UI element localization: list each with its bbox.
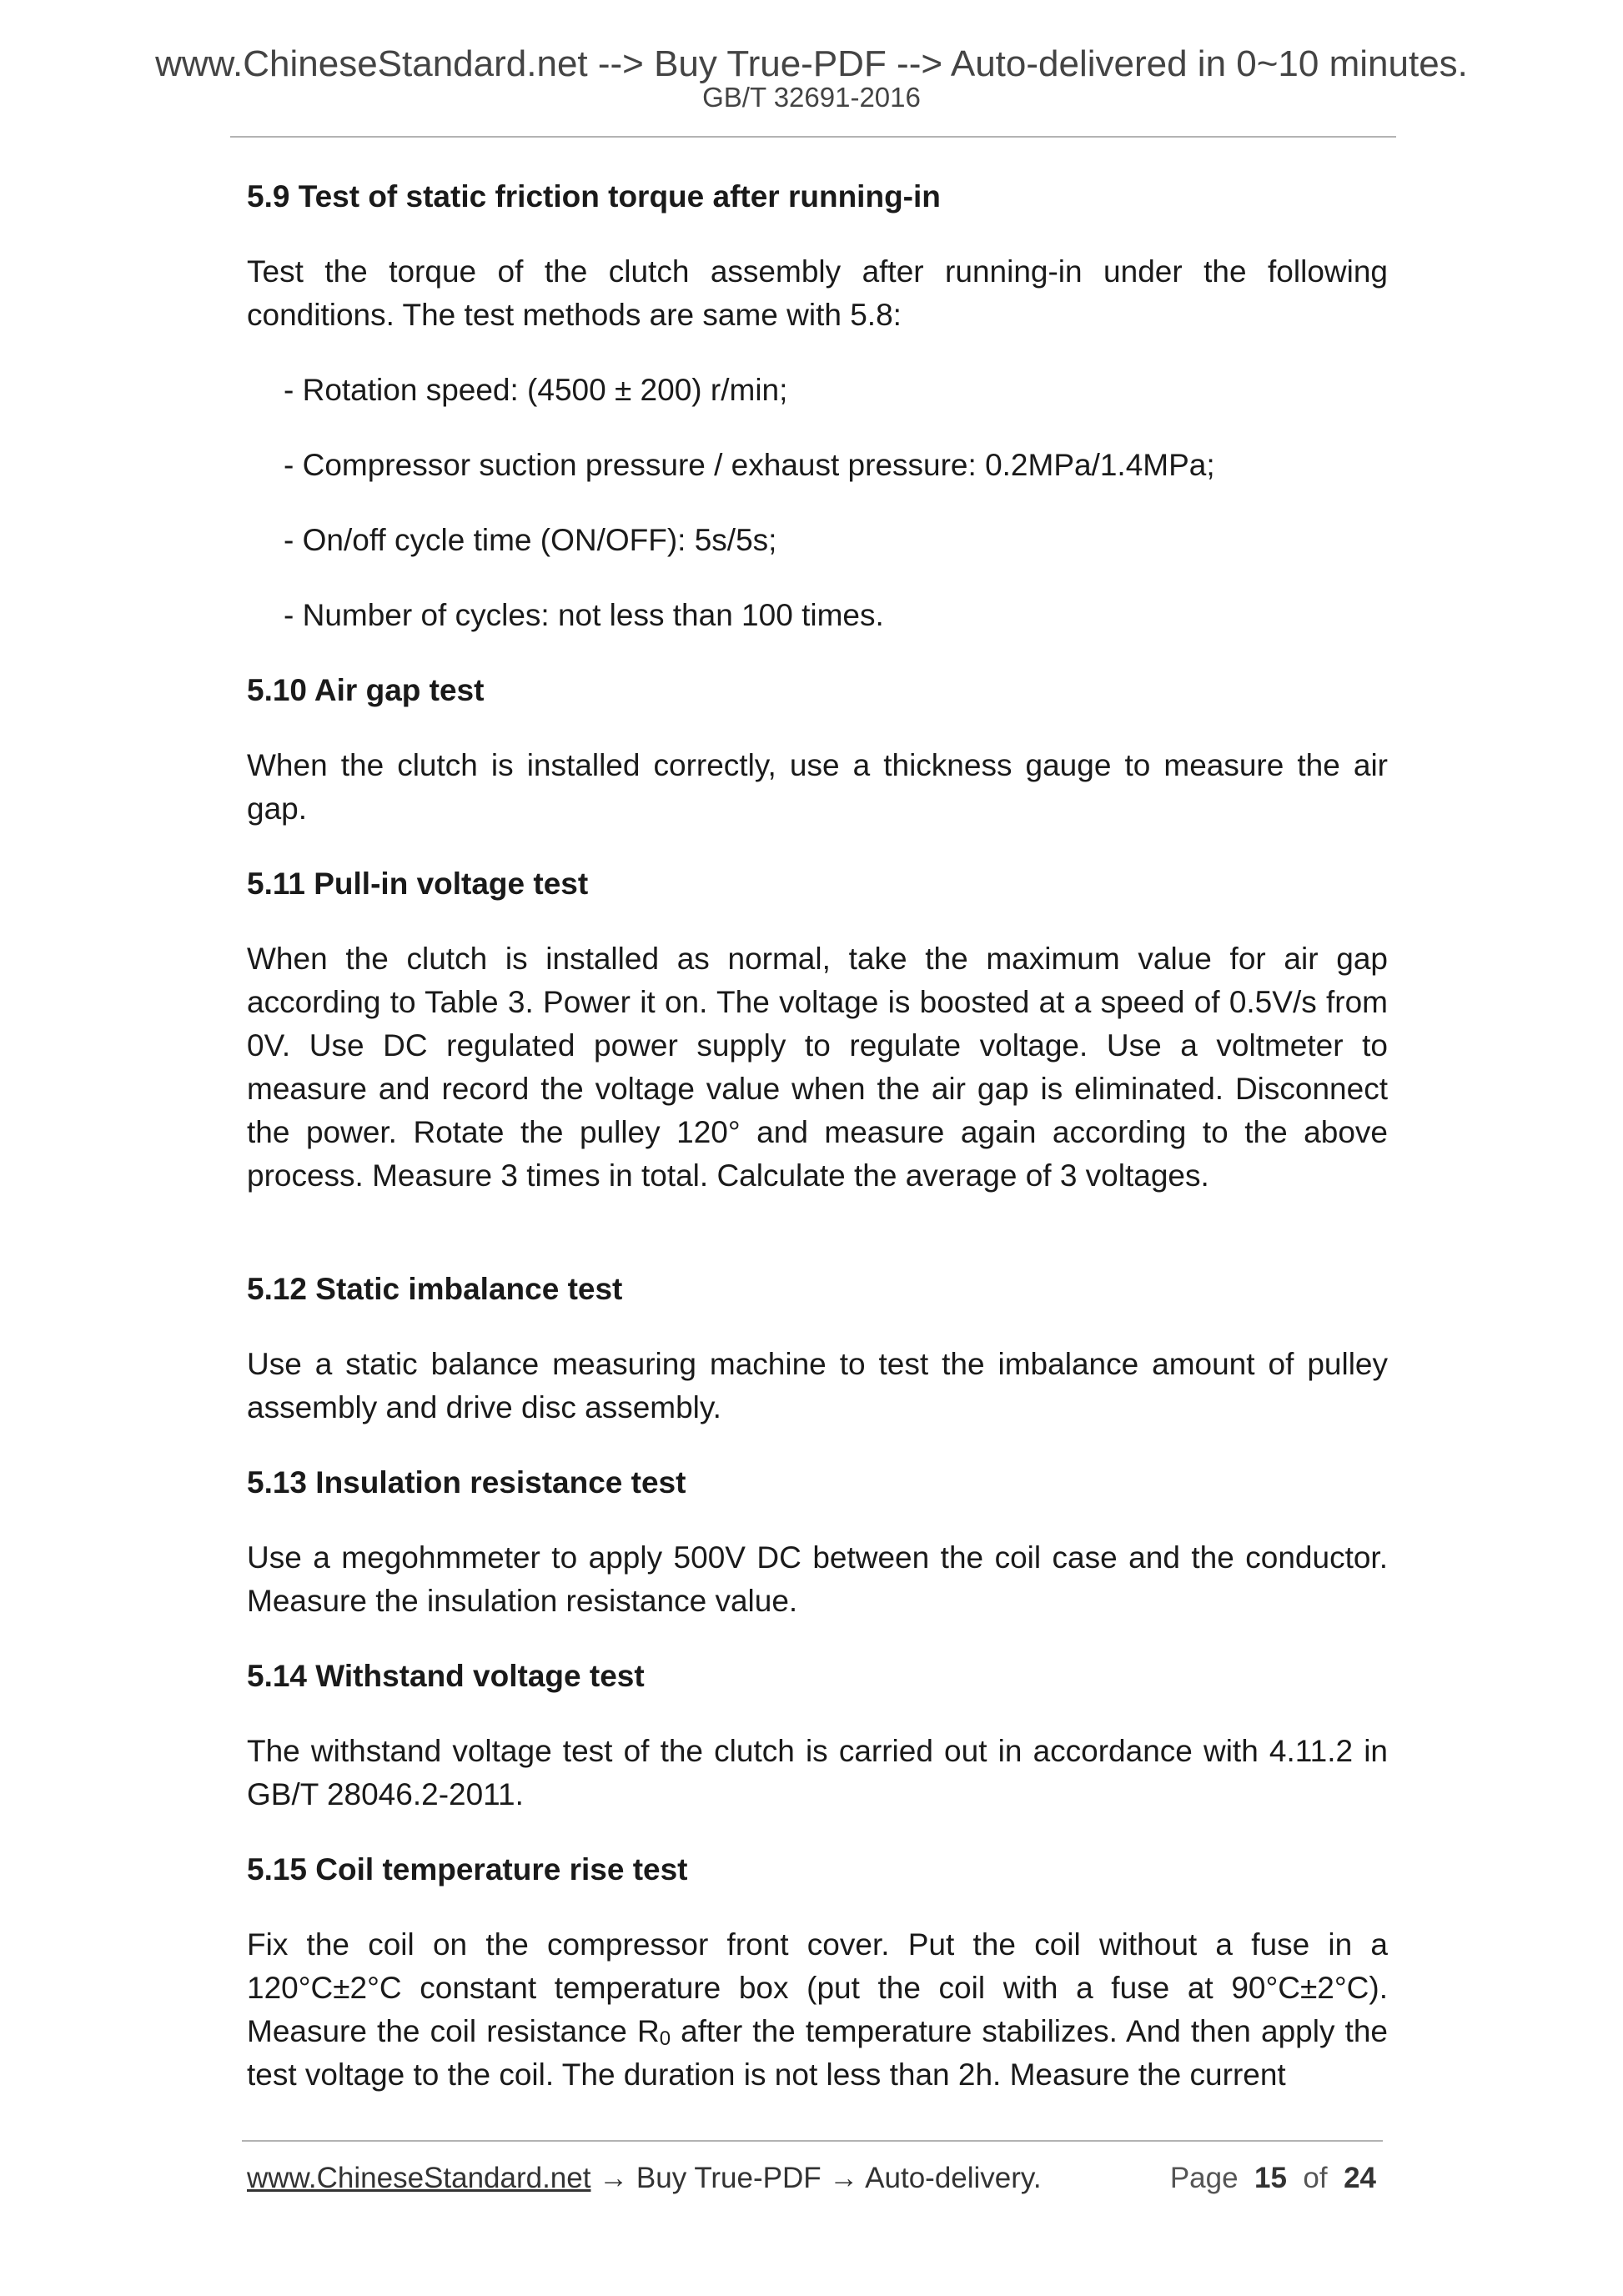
section-5-11-title: 5.11 Pull-in voltage test: [247, 867, 589, 901]
site-banner: www.ChineseStandard.net --> Buy True-PDF --> Auto-delivered in 0~10 minutes.: [155, 43, 1468, 84]
current-page: 15: [1254, 2162, 1287, 2194]
section-5-13-title: 5.13 Insulation resistance test: [247, 1465, 686, 1500]
section-5-14: [247, 1655, 1388, 1816]
section-5-12-body: Use a static balance measuring machine to test the imbalance amount of pulley assembly and drive disc assembly.: [247, 1347, 1388, 1424]
header-divider: [230, 136, 1396, 138]
section-5-13-body: Use a megohmmeter to apply 500V DC between the coil case and the conductor. Measure the insulation resistance value.: [247, 1540, 1388, 1618]
section-5-15-title: 5.15 Coil temperature rise test: [247, 1852, 688, 1887]
section-5-15: [247, 1848, 1388, 2097]
footer-promo: [247, 2162, 1042, 2195]
footer-divider: [242, 2140, 1383, 2142]
list-item: - Rotation speed: (4500 ± 200) r/min;: [284, 373, 788, 407]
section-5-11-body: When the clutch is installed as normal, take the maximum value for air gap according to Table 3. Power it on. The voltage is boosted at a speed of 0.5V/s from 0V. Use DC regulated power supply to regulate voltage. Use a voltmeter to measure and record the voltage value when the air gap is eliminated. Disconnect the power. Rotate the pulley 120° and measure again according to the above process. Measure 3 times in total. Calculate the average of 3 voltages.: [247, 942, 1388, 1193]
section-5-12: [247, 1268, 1388, 1429]
list-item: - Compressor suction pressure / exhaust pressure: 0.2MPa/1.4MPa;: [284, 448, 1215, 482]
section-5-10: [247, 669, 1388, 831]
subscript-zero: 0: [659, 2027, 671, 2050]
section-5-9-title: 5.9 Test of static friction torque after running-in: [247, 179, 941, 214]
section-5-13: [247, 1461, 1388, 1623]
section-5-15-body: Fix the coil on the compressor front cover. Put the coil without a fuse in a 120°C±2°C constant temperature box (put the coil with a fuse at 90°C±2°C). Measure the coil resistance $R_0$ after the temperature stabilizes. And then apply the test voltage to the coil. The duration is not less than 2h. Measure the current: [247, 1927, 1388, 2092]
list-item: - Number of cycles: not less than 100 times.: [284, 598, 884, 632]
section-5-10-title: 5.10 Air gap test: [247, 673, 485, 707]
list-item: - On/off cycle time (ON/OFF): 5s/5s;: [284, 523, 777, 557]
section-5-12-title: 5.12 Static imbalance test: [247, 1272, 623, 1306]
page-indicator: Page 15 of 24: [1169, 2162, 1376, 2194]
document-code: GB/T 32691-2016: [702, 82, 921, 113]
site-link[interactable]: www.ChineseStandard.net: [247, 2162, 591, 2194]
section-5-9-intro: Test the torque of the clutch assembly after running-in under the following conditions. The test methods are same with 5.8:: [247, 254, 1388, 332]
section-5-14-body: The withstand voltage test of the clutch is carried out in accordance with 4.11.2 in GB/T 28046.2-2011.: [247, 1734, 1388, 1811]
total-pages: 24: [1344, 2162, 1376, 2194]
section-5-11: [247, 862, 1388, 1198]
footer-tail: → Buy True-PDF → Auto-delivery.: [590, 2162, 1042, 2194]
section-5-14-title: 5.14 Withstand voltage test: [247, 1659, 645, 1693]
section-5-10-body: When the clutch is installed correctly, use a thickness gauge to measure the air gap.: [247, 748, 1388, 826]
section-5-9: [247, 175, 1388, 637]
